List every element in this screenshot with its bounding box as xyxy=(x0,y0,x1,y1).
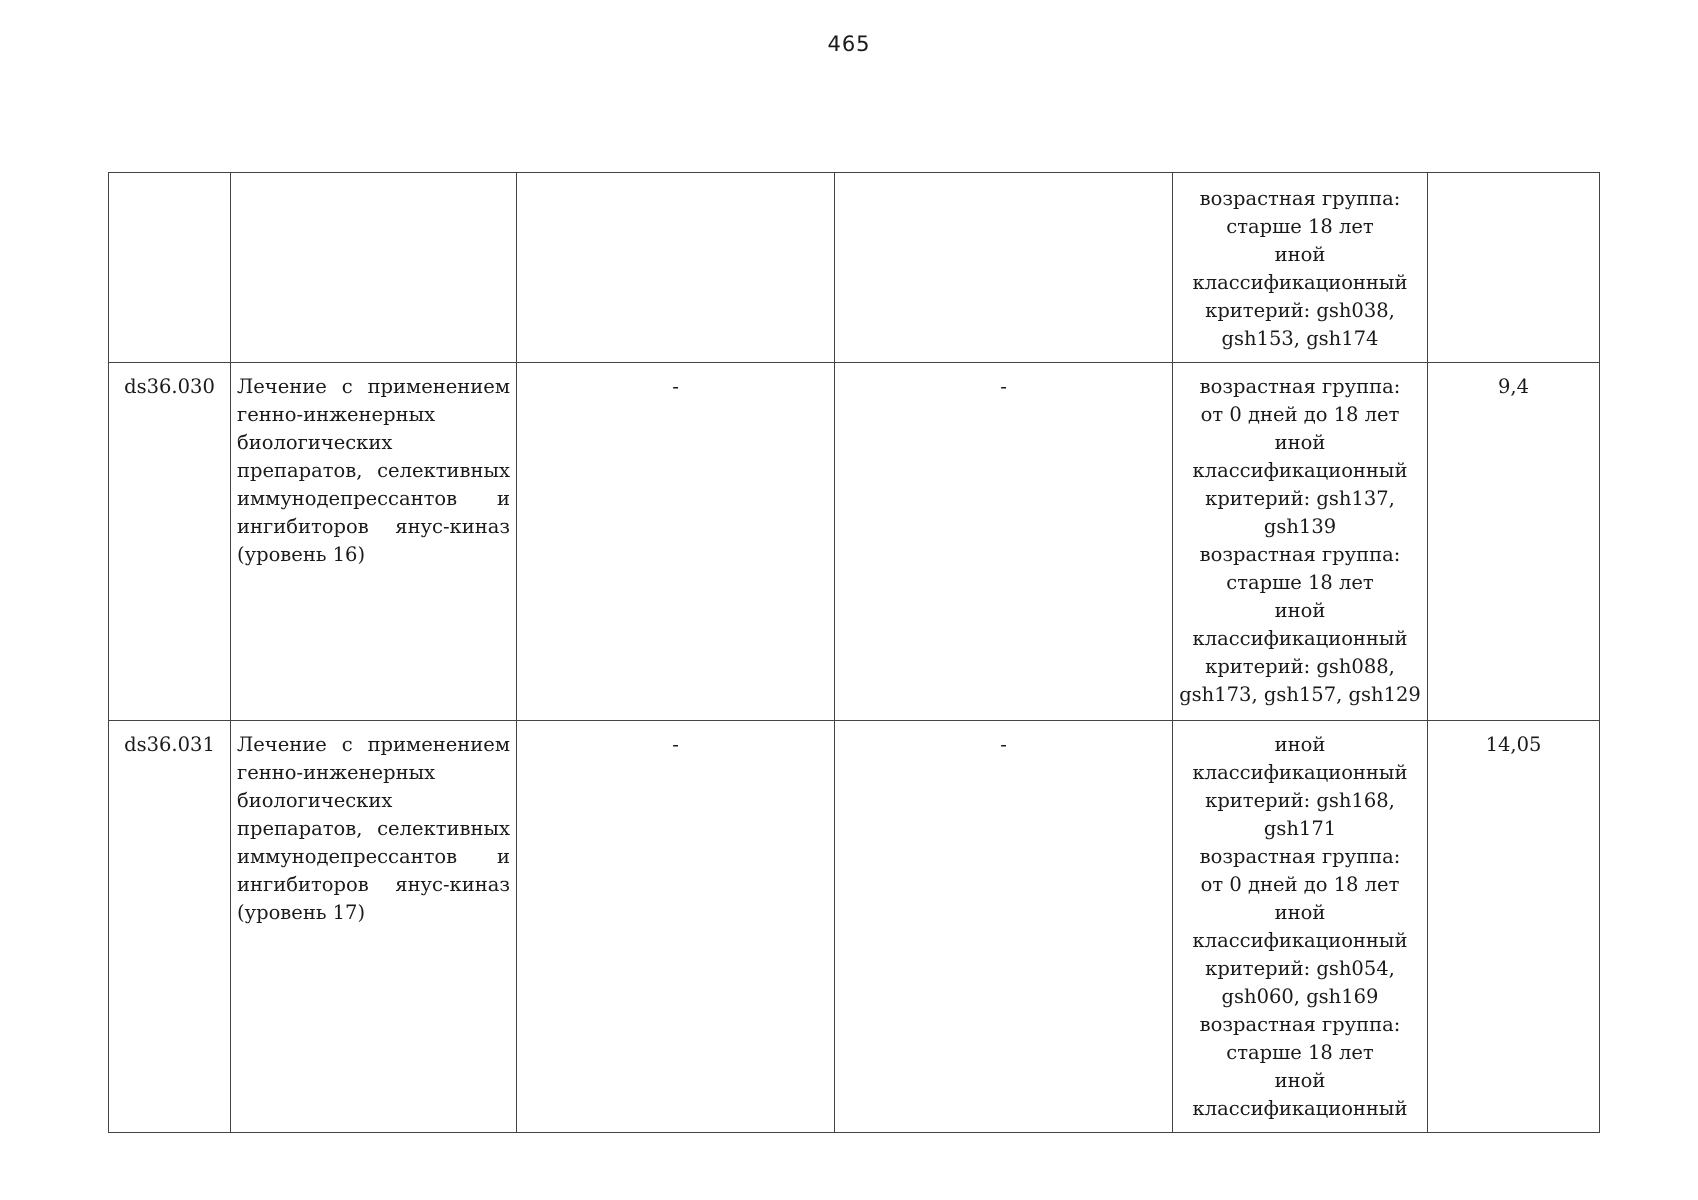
coefficient-cell: 14,05 xyxy=(1428,721,1600,1133)
criteria-line: критерий: gsh088, xyxy=(1205,655,1395,678)
table-row xyxy=(109,173,1600,363)
criteria-line: старше 18 лет xyxy=(1226,1041,1374,1064)
col3-cell xyxy=(517,173,835,363)
criteria-cell xyxy=(1173,721,1428,1133)
criteria-line: старше 18 лет xyxy=(1226,215,1374,238)
tariff-table xyxy=(108,172,1600,1133)
table-row xyxy=(109,363,1600,721)
criteria-line: gsh153, gsh174 xyxy=(1221,327,1379,350)
code-cell: ds36.030 xyxy=(109,363,231,721)
criteria-line: классификационный xyxy=(1192,929,1408,952)
code-cell: ds36.031 xyxy=(109,721,231,1133)
col3-cell: - xyxy=(517,721,835,1133)
name-cell xyxy=(231,173,517,363)
criteria-line: классификационный xyxy=(1192,271,1408,294)
col4-cell: - xyxy=(835,721,1173,1133)
code-cell xyxy=(109,173,231,363)
criteria-line: иной xyxy=(1274,243,1326,266)
criteria-line: от 0 дней до 18 лет xyxy=(1200,403,1400,426)
criteria-line: иной xyxy=(1274,599,1326,622)
coefficient-cell: 9,4 xyxy=(1428,363,1600,721)
criteria-line: от 0 дней до 18 лет xyxy=(1200,873,1400,896)
col4-cell: - xyxy=(835,363,1173,721)
criteria-line: возрастная группа: xyxy=(1199,845,1401,868)
criteria-line: возрастная группа: xyxy=(1199,375,1401,398)
col3-cell: - xyxy=(517,363,835,721)
criteria-line: возрастная группа: xyxy=(1199,187,1401,210)
criteria-line: возрастная группа: xyxy=(1199,543,1401,566)
page-number: 465 xyxy=(827,32,871,56)
table-row xyxy=(109,721,1600,1133)
criteria-line: критерий: gsh054, xyxy=(1205,957,1395,980)
criteria-line: иной xyxy=(1274,901,1326,924)
criteria-line: критерий: gsh168, xyxy=(1205,789,1395,812)
criteria-cell xyxy=(1173,363,1428,721)
col4-cell xyxy=(835,173,1173,363)
criteria-line: иной xyxy=(1274,431,1326,454)
criteria-line: gsh060, gsh169 xyxy=(1221,985,1379,1008)
criteria-line: классификационный xyxy=(1192,1097,1408,1120)
name-cell: Лечение с применением генно-инженерных биологических препаратов, селективных иммунодепрессантов и ингибиторов янус-киназ (уровень 16) xyxy=(231,363,517,721)
criteria-line: классификационный xyxy=(1192,627,1408,650)
coefficient-cell xyxy=(1428,173,1600,363)
criteria-line: классификационный xyxy=(1192,761,1408,784)
criteria-line: иной xyxy=(1274,733,1326,756)
criteria-cell xyxy=(1173,173,1428,363)
criteria-line: gsh173, gsh157, gsh129 xyxy=(1179,683,1421,706)
criteria-line: старше 18 лет xyxy=(1226,571,1374,594)
criteria-line: критерий: gsh038, xyxy=(1205,299,1395,322)
criteria-line: иной xyxy=(1274,1069,1326,1092)
name-cell: Лечение с применением генно-инженерных биологических препаратов, селективных иммунодепрессантов и ингибиторов янус-киназ (уровень 17) xyxy=(231,721,517,1133)
criteria-line: gsh139 xyxy=(1263,515,1337,538)
criteria-line: критерий: gsh137, xyxy=(1205,487,1395,510)
criteria-line: классификационный xyxy=(1192,459,1408,482)
criteria-line: возрастная группа: xyxy=(1199,1013,1401,1036)
criteria-line: gsh171 xyxy=(1263,817,1337,840)
